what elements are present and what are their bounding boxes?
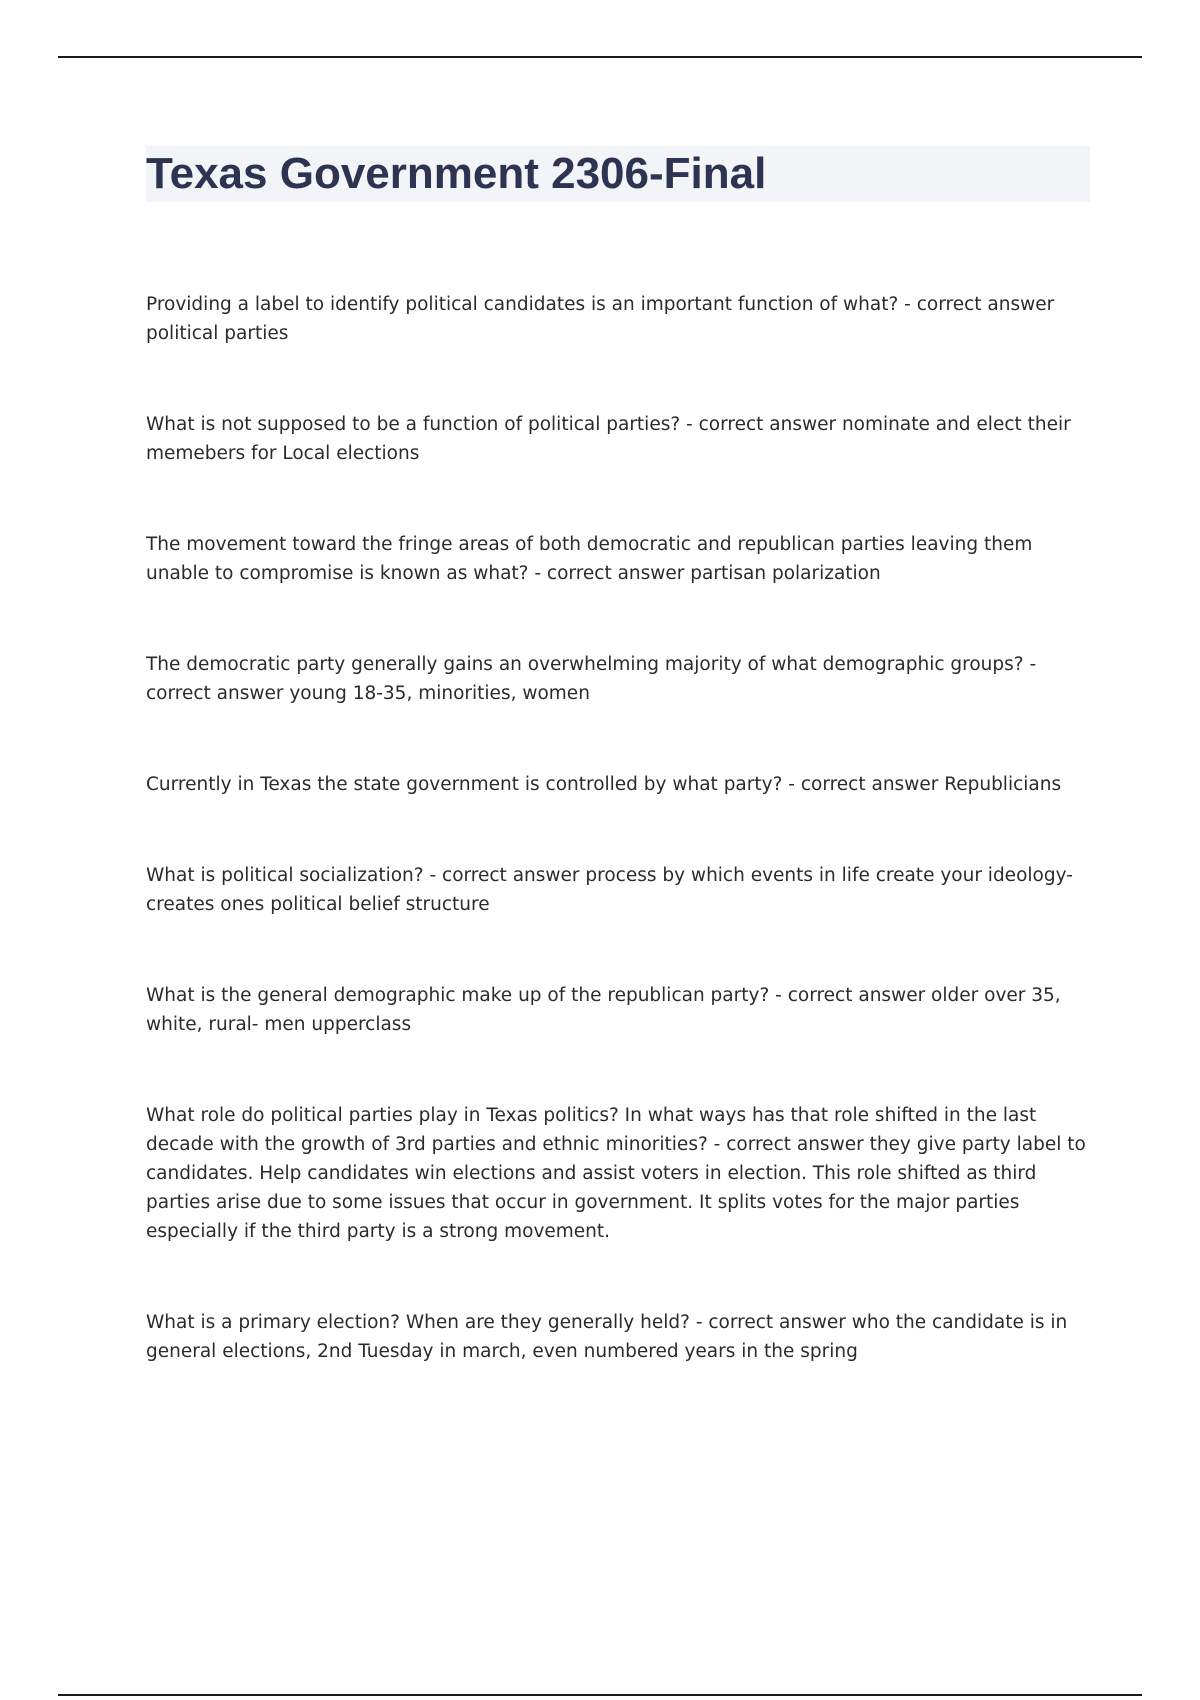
qa-item: Currently in Texas the state government is controlled by what party? - correct answer Republicians: [146, 774, 1062, 795]
qa-item: Providing a label to identify political candidates is an important function of what? - correct answer political parties: [146, 294, 1055, 344]
qa-item: What is not supposed to be a function of political parties? - correct answer nominate and elect their memebers for Local elections: [146, 414, 1071, 464]
qa-item: What role do political parties play in Texas politics? In what ways has that role shifted in the last decade with the growth of 3rd parties and ethnic minorities? - correct answer they give party label to candidates. Help candidates win elections and assist voters in election. This role shifted as third parties arise due to some issues that occur in government. It splits votes for the major parties especially if the third party is a strong movement.: [146, 1105, 1086, 1242]
title-banner: [146, 146, 1090, 202]
qa-item: The movement toward the fringe areas of both democratic and republican parties leaving them unable to compromise is known as what? - correct answer partisan polarization: [146, 534, 1033, 584]
bottom-rule: [58, 1694, 1142, 1696]
qa-item: What is a primary election? When are they generally held? - correct answer who the candidate is in general elections, 2nd Tuesday in march, even numbered years in the spring: [146, 1312, 1068, 1362]
qa-item: The democratic party generally gains an overwhelming majority of what demographic groups? - correct answer young 18-35, minorities, women: [146, 654, 1037, 704]
qa-item: What is political socialization? - correct answer process by which events in life create your ideology- creates ones political belief structure: [146, 865, 1073, 915]
top-rule: [58, 56, 1142, 58]
page-title: Texas Government 2306-Final: [146, 149, 767, 198]
qa-item: What is the general demographic make up of the republican party? - correct answer older over 35, white, rural- men upperclass: [146, 985, 1061, 1035]
qa-list: [146, 290, 1086, 1428]
